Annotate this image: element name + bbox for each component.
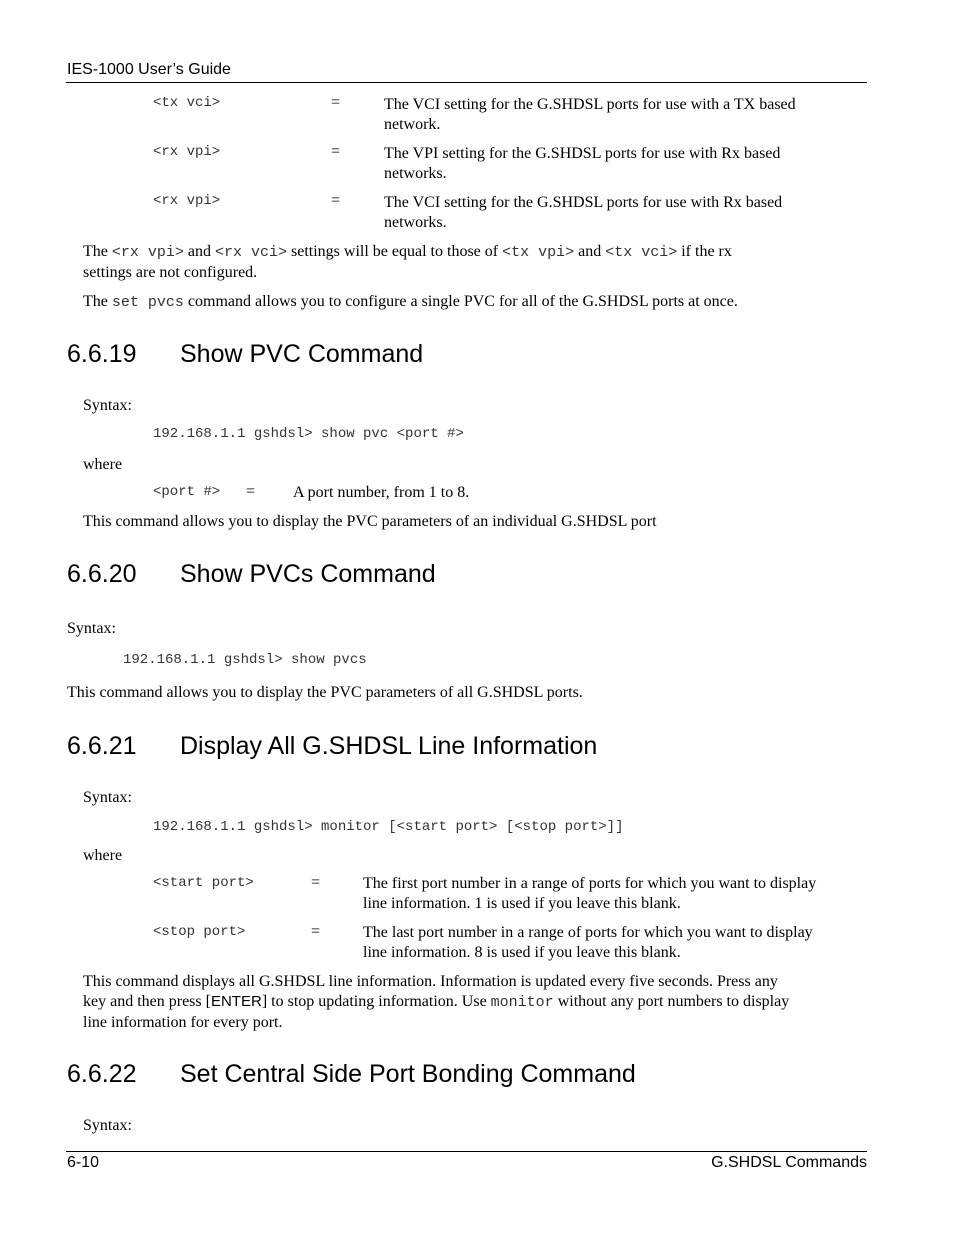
syntax-label: Syntax: xyxy=(83,789,132,806)
section-title: Display All G.SHDSL Line Information xyxy=(180,732,598,760)
text-run: The xyxy=(83,293,112,310)
param-name: <rx vpi> xyxy=(153,193,221,209)
param-description xyxy=(384,193,854,233)
param-desc-line: line information. 1 is used if you leave this blank. xyxy=(363,895,681,912)
body-paragraph: This command allows you to display the PVC parameters of an individual G.SHDSL port xyxy=(83,513,657,530)
text-run: and xyxy=(183,243,215,260)
inline-code: <rx vpi> xyxy=(111,244,184,261)
footer-rule xyxy=(66,1151,867,1152)
section-number: 6.6.21 xyxy=(67,732,137,760)
where-label: where xyxy=(83,456,123,473)
section-number: 6.6.22 xyxy=(67,1060,137,1088)
param-desc-line: networks. xyxy=(384,214,447,231)
text-run: if the rx xyxy=(677,243,732,260)
syntax-code: 192.168.1.1 gshdsl> show pvcs xyxy=(123,652,367,668)
header-rule xyxy=(66,82,867,83)
text-run: key and then press [ xyxy=(83,993,211,1010)
param-equals: = xyxy=(311,923,321,940)
param-desc-line: The last port number in a range of ports for which you want to display xyxy=(363,924,813,941)
text-run: and xyxy=(574,243,606,260)
text-run: settings will be equal to those of xyxy=(287,243,503,260)
page-number: 6-10 xyxy=(67,1154,100,1171)
text-run: settings are not configured. xyxy=(83,264,258,281)
param-description xyxy=(363,874,858,914)
section-title: Show PVC Command xyxy=(180,340,424,368)
param-description xyxy=(363,923,858,963)
syntax-label: Syntax: xyxy=(67,620,116,637)
param-equals: = xyxy=(331,192,341,209)
param-name: <tx vci> xyxy=(153,95,221,111)
syntax-code: 192.168.1.1 gshdsl> monitor [<start port> [<stop port>]] xyxy=(153,819,624,835)
syntax-code: 192.168.1.1 gshdsl> show pvc <port #> xyxy=(153,426,464,442)
param-desc-line: networks. xyxy=(384,165,447,182)
section-number: 6.6.20 xyxy=(67,560,137,588)
param-equals: = xyxy=(331,143,341,160)
param-description xyxy=(384,95,854,135)
text-run: command allows you to configure a single PVC for all of the G.SHDSL ports at once. xyxy=(183,293,738,310)
param-desc-line: The VCI setting for the G.SHDSL ports for use with a TX based xyxy=(384,96,796,113)
text-run: line information for every port. xyxy=(83,1014,283,1031)
syntax-label: Syntax: xyxy=(83,1117,132,1134)
param-desc-line: The VCI setting for the G.SHDSL ports for use with Rx based xyxy=(384,194,783,211)
inline-code: set pvcs xyxy=(111,294,184,311)
section-number: 6.6.19 xyxy=(67,340,137,368)
param-name: <start port> xyxy=(153,875,254,891)
param-equals: = xyxy=(246,483,256,500)
param-desc-line: The first port number in a range of ports for which you want to display xyxy=(363,875,817,892)
param-name: <port #> xyxy=(153,484,221,500)
running-header: IES-1000 User’s Guide xyxy=(67,61,231,78)
text-run: ] to stop updating information. Use xyxy=(261,993,491,1010)
param-equals: = xyxy=(331,94,341,111)
param-description xyxy=(384,144,854,184)
section-title: Set Central Side Port Bonding Command xyxy=(180,1060,636,1088)
key-label: ENTER xyxy=(210,993,262,1010)
monitor-body-paragraph xyxy=(83,972,863,1033)
body-paragraph: This command allows you to display the PVC parameters of all G.SHDSL ports. xyxy=(67,684,583,701)
text-run: without any port numbers to display xyxy=(553,993,790,1010)
inline-code: <tx vci> xyxy=(605,244,678,261)
inline-code: monitor xyxy=(490,994,554,1011)
set-pvcs-paragraph xyxy=(83,292,863,313)
inline-code: <tx vpi> xyxy=(502,244,575,261)
param-desc-line: The VPI setting for the G.SHDSL ports for use with Rx based xyxy=(384,145,781,162)
where-label: where xyxy=(83,847,123,864)
chapter-title: G.SHDSL Commands xyxy=(711,1154,867,1171)
rx-settings-paragraph xyxy=(83,242,863,283)
syntax-label: Syntax: xyxy=(83,397,132,414)
param-name: <stop port> xyxy=(153,924,246,940)
param-description: A port number, from 1 to 8. xyxy=(293,484,470,501)
param-desc-line: line information. 8 is used if you leave this blank. xyxy=(363,944,681,961)
section-title: Show PVCs Command xyxy=(180,560,436,588)
param-equals: = xyxy=(311,874,321,891)
param-desc-line: network. xyxy=(384,116,441,133)
text-run: This command displays all G.SHDSL line information. Information is updated every five seconds. Press any xyxy=(83,973,778,990)
param-name: <rx vpi> xyxy=(153,144,221,160)
text-run: The xyxy=(83,243,112,260)
inline-code: <rx vci> xyxy=(215,244,288,261)
